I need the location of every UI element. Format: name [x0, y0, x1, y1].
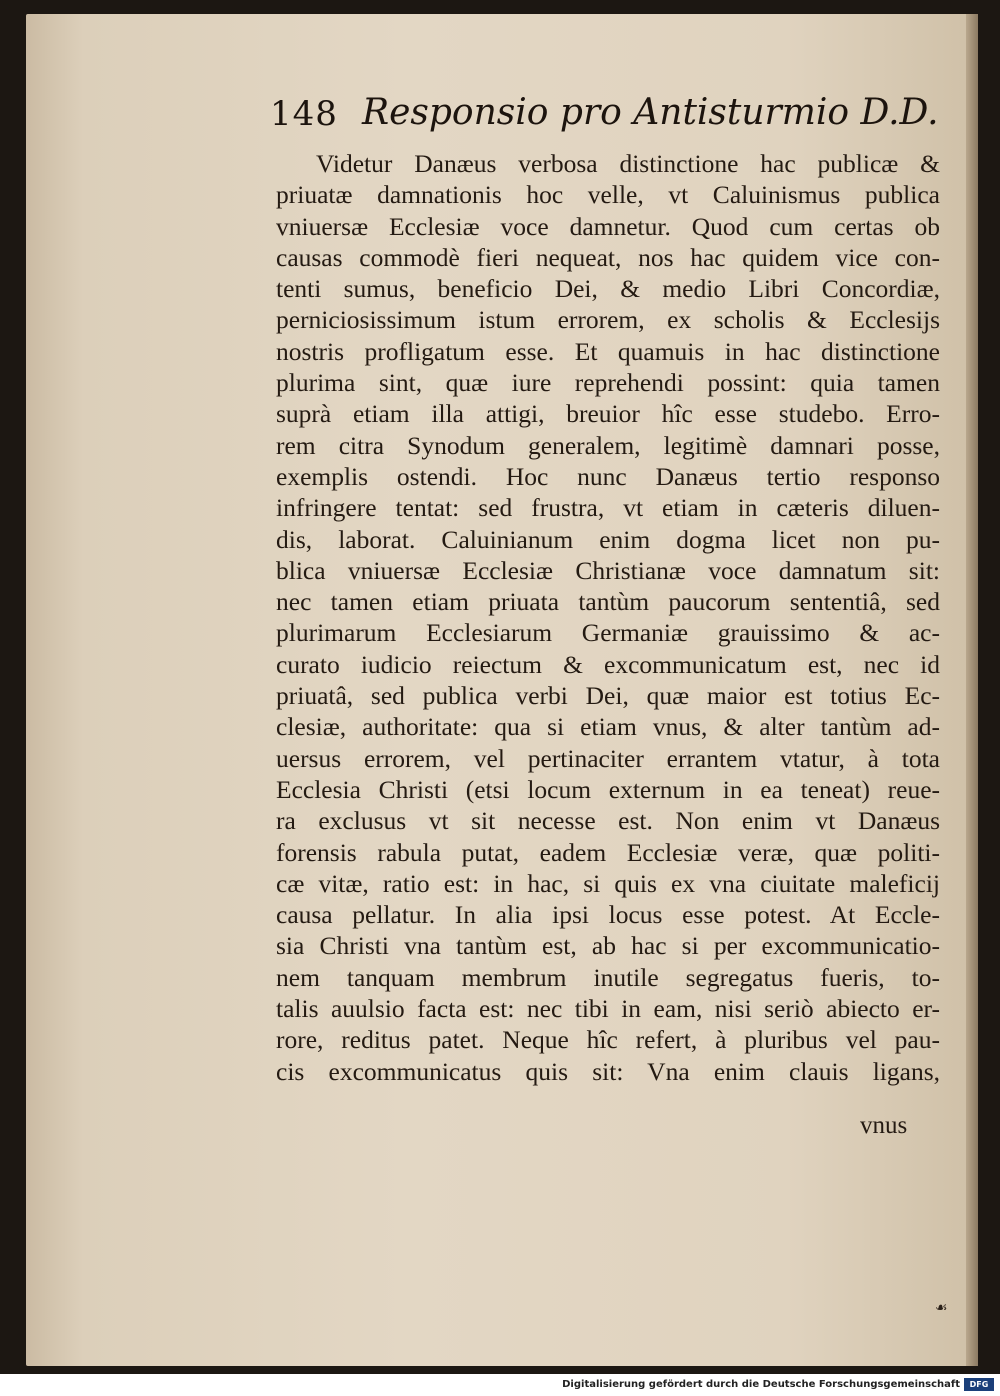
text-line: ra exclusus vt sit necesse est. Non enim vt Danæus	[276, 806, 940, 836]
text-line: dis, laborat. Caluinianum enim dogma licet non pu-	[276, 524, 940, 554]
text-line: sia Christi vna tantùm est, ab hac si per excommunicatio-	[276, 931, 940, 961]
text-line: vniuersæ Ecclesiæ voce damnetur. Quod cum certas ob	[276, 211, 940, 241]
page-number: 148	[270, 94, 338, 134]
text-line: priuatæ damnationis hoc velle, vt Caluinismus publica	[276, 180, 940, 210]
text-line: perniciosissimum istum errorem, ex scholis & Ecclesijs	[276, 305, 940, 335]
text-line: causa pellatur. In alia ipsi locus esse potest. At Eccle-	[276, 900, 940, 930]
fleuron-icon: ☙	[935, 1300, 948, 1316]
text-line: blica vniuersæ Ecclesiæ Christianæ voce damnatum sit:	[276, 555, 940, 585]
text-line: Ecclesia Christi (etsi locum externum in ea teneat) reue-	[276, 774, 940, 804]
text-line: cæ vitæ, ratio est: in hac, si quis ex vna ciuitate maleficij	[276, 868, 940, 898]
text-line: infringere tentat: sed frustra, vt etiam in cæteris diluen-	[276, 493, 940, 523]
running-title: Responsio pro Antisturmio D.D.	[362, 92, 939, 133]
text-line: causas commodè fieri nequeat, nos hac quidem vice con-	[276, 242, 940, 272]
text-line: forensis rabula putat, eadem Ecclesiæ veræ, quæ politi-	[276, 837, 940, 867]
body-text	[276, 148, 940, 1087]
text-line: suprà etiam illa attigi, breuior hîc esse studebo. Erro-	[276, 399, 940, 429]
footer-credit: Digitalisierung gefördert durch die Deutsche Forschungsgemeinschaft	[562, 1379, 960, 1390]
catchword: vnus	[860, 1112, 908, 1139]
text-line: rem citra Synodum generalem, legitimè damnari posse,	[276, 430, 940, 460]
text-line: tenti sumus, beneficio Dei, & medio Libri Concordiæ,	[276, 274, 940, 304]
text-line: plurimarum Ecclesiarum Germaniæ grauissimo & ac-	[276, 618, 940, 648]
text-line: talis auulsio facta est: nec tibi in eam, nisi seriò abiecto er-	[276, 994, 940, 1024]
dfg-logo-icon: DFG	[964, 1378, 994, 1391]
text-line: plurima sint, quæ iure reprehendi possint: quia tamen	[276, 368, 940, 398]
text-line: clesiæ, authoritate: qua si etiam vnus, & alter tantùm ad-	[276, 712, 940, 742]
running-head	[270, 92, 939, 142]
text-line: rore, reditus patet. Neque hîc refert, à pluribus vel pau-	[276, 1025, 940, 1055]
text-line: priuatâ, sed publica verbi Dei, quæ maior est totius Ec-	[276, 681, 940, 711]
text-line: nem tanquam membrum inutile segregatus fueris, to-	[276, 962, 940, 992]
text-line: uersus errorem, vel pertinaciter errantem vtatur, à tota	[276, 743, 940, 773]
text-line: Videtur Danæus verbosa distinctione hac publicæ &	[316, 149, 940, 178]
text-line: curato iudicio reiectum & excommunicatum est, nec id	[276, 649, 940, 679]
page-edge	[966, 14, 978, 1366]
text-line: nostris profligatum esse. Et quamuis in hac distinctione	[276, 336, 940, 366]
text-line: cis excommunicatus quis sit: Vna enim clauis ligans,	[276, 1056, 940, 1086]
footer-bar	[0, 1374, 1000, 1396]
text-line: nec tamen etiam priuata tantùm paucorum sententiâ, sed	[276, 587, 940, 617]
text-line: exemplis ostendi. Hoc nunc Danæus tertio responso	[276, 461, 940, 491]
